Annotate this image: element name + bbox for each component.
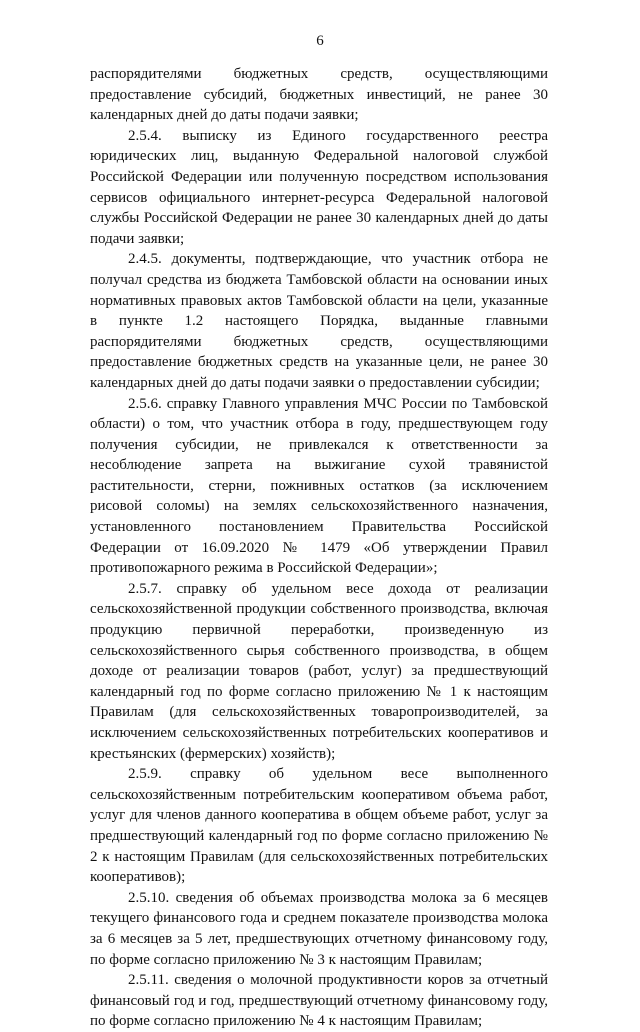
paragraph-2-4-5: 2.4.5. документы, подтверждающие, что участник отбора не получал средства из бюджета Тамбовской области на основании иных нормативных правовых актов Тамбовской области на цели, указанные в пункте 1.2 настоящего Порядка, выданные главными распорядителями бюджетных средств, осуществляющими предоставление бюджетных средств на указанные цели, не ранее 30 календарных дней до даты подачи заявки о предоставлении субсидии; — [90, 251, 548, 391]
paragraph-2-5-4: 2.5.4. выписку из Единого государственного реестра юридических лиц, выданную Федеральной налоговой службой Российской Федерации или полученную посредством использования сервисов официального интернет-ресурса Федеральной налоговой службы Российской Федерации не ранее 30 календарных дней до даты подачи заявки; — [90, 127, 548, 247]
paragraph-2-5-10: 2.5.10. сведения об объемах производства молока за 6 месяцев текущего финансового года и среднем показателе производства молока за 6 месяцев за 5 лет, предшествующих отчетному финансовому году, по форме согласно приложению № 3 к настоящим Правилам; — [90, 889, 548, 968]
paragraph-2-5-7: 2.5.7. справку об удельном весе дохода от реализации сельскохозяйственной продукции собственного производства, включая продукцию первичной переработки, произведенную из сельскохозяйственного сырья собственного производства, в общем доходе от реализации товаров (работ, услуг) за предшествующий календарный год по форме согласно приложению № 1 к настоящим Правилам (для сельскохозяйственных товаропроизводителей, за исключением сельскохозяйственных потребительских кооперативов и крестьянских (фермерских) хозяйств); — [90, 580, 548, 762]
page-number: 6 — [316, 33, 324, 49]
paragraph-2-5-11: 2.5.11. сведения о молочной продуктивности коров за отчетный финансовый год и год, предшествующий отчетному финансовому году, по форме согласно приложению № 4 к настоящим Правилам; — [90, 972, 548, 1030]
document-body — [90, 64, 548, 1032]
paragraph-continuation: распорядителями бюджетных средств, осуществляющими предоставление субсидий, бюджетных инвестиций, не ранее 30 календарных дней до даты подачи заявки; — [90, 66, 548, 124]
paragraph-2-5-6: 2.5.6. справку Главного управления МЧС России по Тамбовской области) о том, что участник отбора в году, предшествующем году получения субсидии, не привлекался к ответственности за несоблюдение запрета на выжигание сухой травянистой растительности, стерни, пожнивных остатков (за исключением рисовой соломы) на землях сельскохозяйственного назначения, установленного постановлением Правительства Российской Федерации от 16.09.2020 № 1479 «Об утверждении Правил противопожарного режима в Российской Федерации»; — [90, 395, 548, 577]
paragraph-2-5-9: 2.5.9. справку об удельном весе выполненного сельскохозяйственным потребительским кооперативом объема работ, услуг для членов данного кооператива в общем объеме работ, услуг за предшествующий календарный год по форме согласно приложению № 2 к настоящим Правилам (для сельскохозяйственных потребительских кооперативов); — [90, 766, 548, 886]
